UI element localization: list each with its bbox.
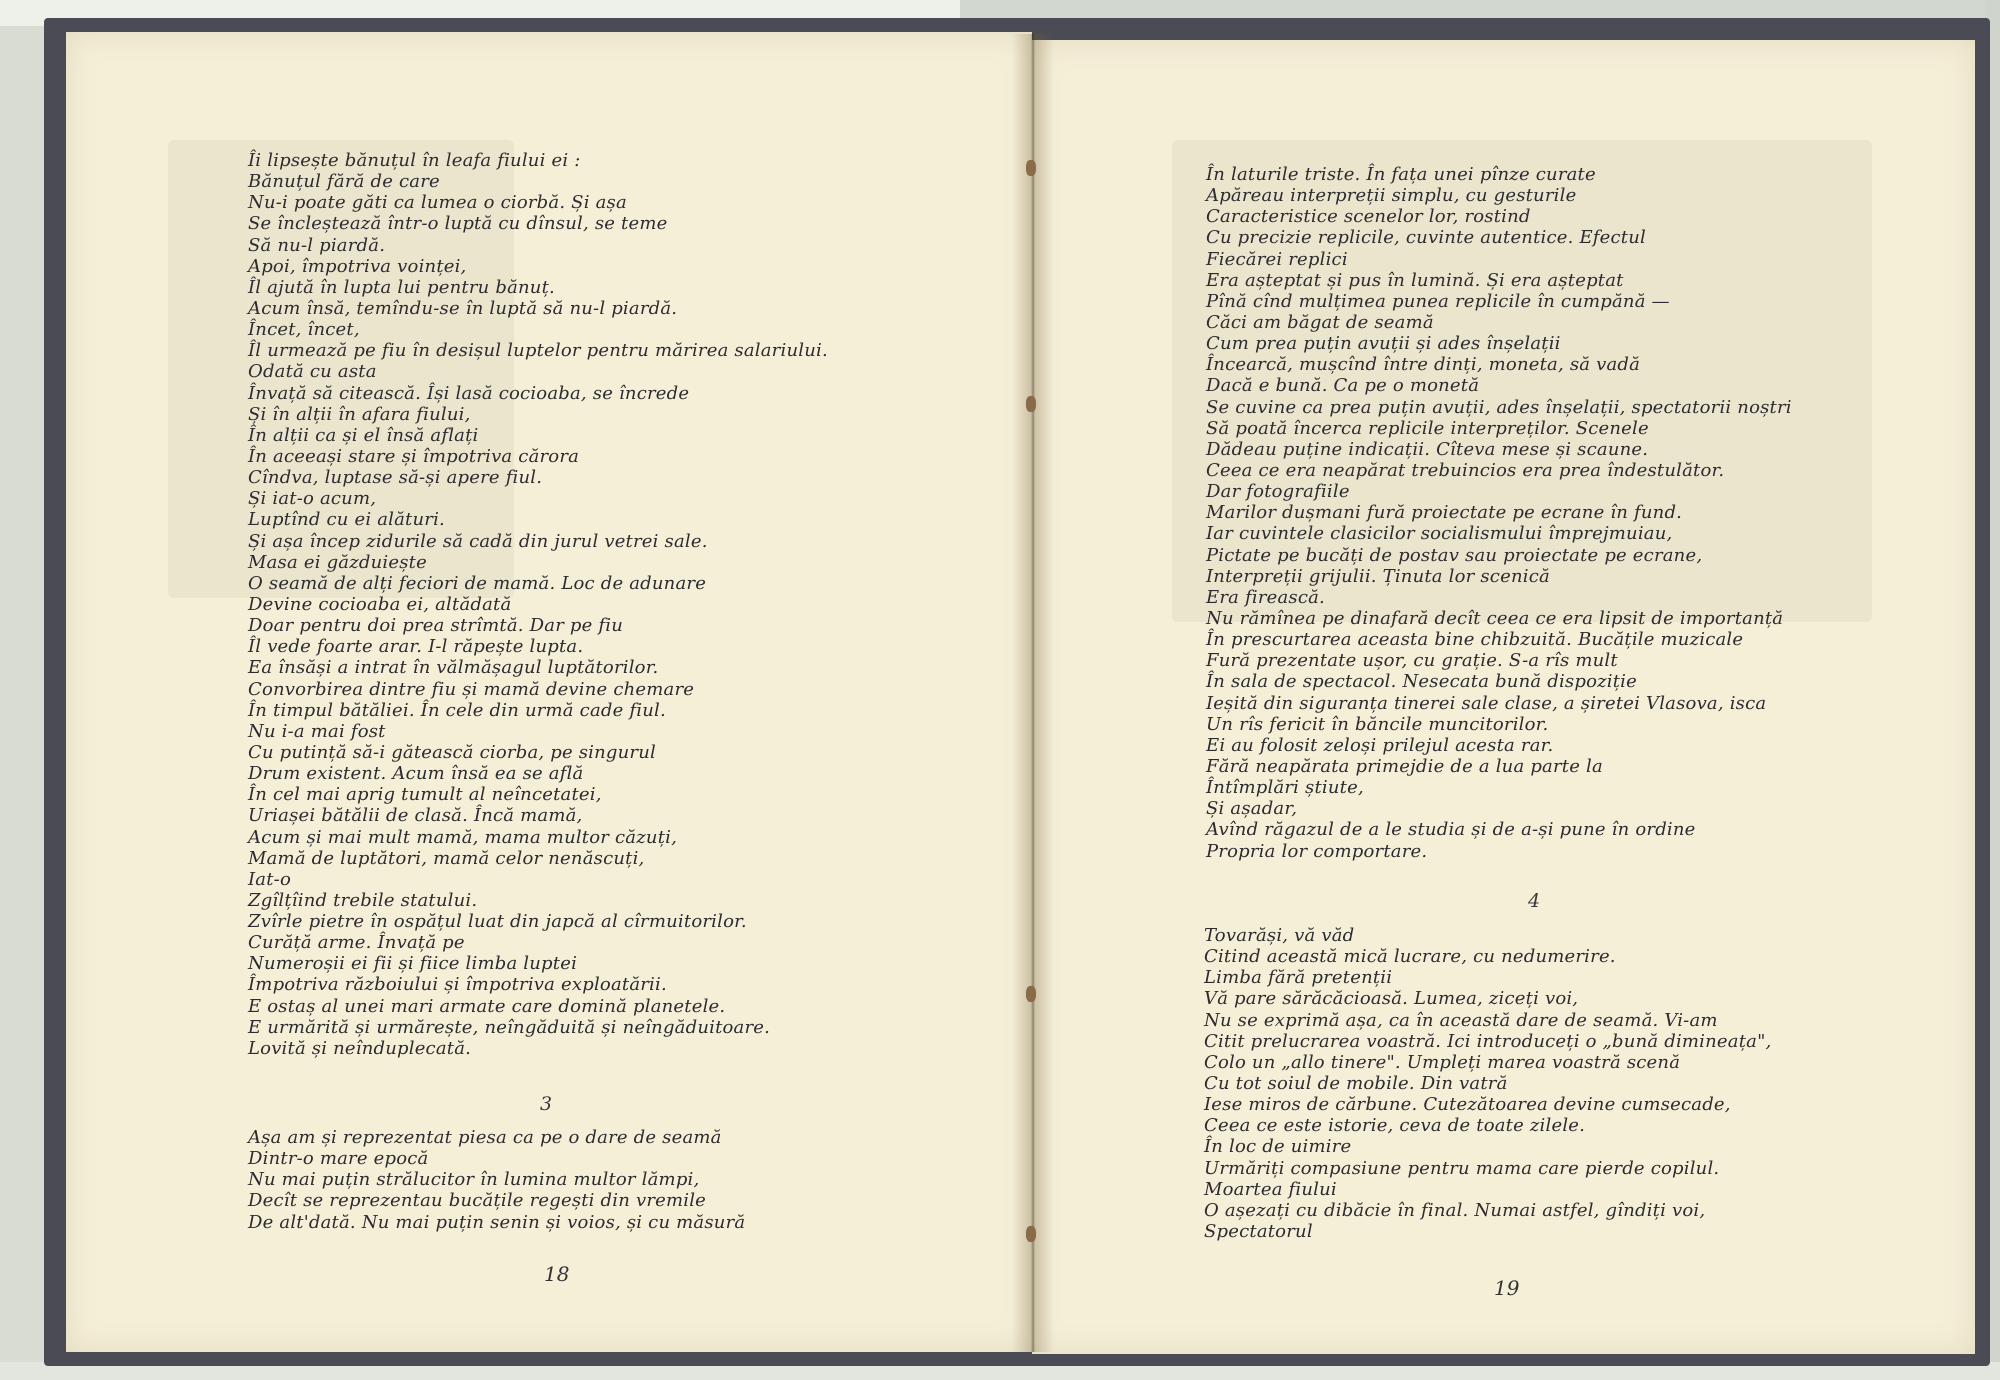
verse-line: Iat-o bbox=[248, 868, 291, 890]
verse-line: Curăță arme. Învață pe bbox=[248, 932, 465, 954]
verse-line: Iese miros de cărbune. Cutezătoarea devine cumsecade, bbox=[1204, 1094, 1731, 1116]
verse-line: Pînă cînd mulțimea punea replicile în cumpănă — bbox=[1206, 290, 1670, 312]
verse-line: Nu i-a mai fost bbox=[248, 720, 386, 742]
verse-line: Cu putință să-i gătească ciorba, pe singurul bbox=[248, 741, 656, 763]
verse-line: Uriașei bătălii de clasă. Încă mamă, bbox=[248, 805, 583, 827]
binding-stitch bbox=[1026, 160, 1036, 176]
verse-line: Fură prezentate ușor, cu grație. S-a rîs mult bbox=[1206, 650, 1618, 672]
verse-line: Urmăriți compasiune pentru mama care pierde copilul. bbox=[1204, 1157, 1720, 1179]
verse-line: Îl vede foarte arar. I-l răpește lupta. bbox=[248, 636, 584, 658]
verse-line: În aceeași stare și împotriva cărora bbox=[248, 445, 580, 467]
verse-line: Împotriva războiului și împotriva exploatării. bbox=[248, 974, 667, 996]
verse-line: Și iat-o acum, bbox=[248, 488, 377, 510]
verse-line: Nu-i poate găti ca lumea o ciorbă. Și așa bbox=[248, 192, 627, 214]
verse-line: Dădeau puține indicații. Cîteva mese și scaune. bbox=[1206, 438, 1649, 460]
verse-line: Vă pare sărăcăcioasă. Lumea, ziceți voi, bbox=[1204, 988, 1579, 1010]
verse-line: Drum existent. Acum însă ea se află bbox=[248, 763, 584, 785]
verse-line: Întîmplări știute, bbox=[1206, 777, 1364, 799]
verse-line: Îl ajută în lupta lui pentru bănuț. bbox=[248, 276, 555, 298]
left-page-verse-section-3 bbox=[248, 1127, 745, 1233]
verse-line: Colo un „allo tinere". Umpleți marea voastră scenă bbox=[1204, 1051, 1681, 1073]
verse-line: Luptînd cu ei alături. bbox=[248, 509, 445, 531]
verse-line: Nu mai puțin strălucitor în lumina multor lămpi, bbox=[248, 1169, 700, 1191]
verse-line: Cu tot soiul de mobile. Din vatră bbox=[1204, 1072, 1508, 1094]
verse-line: Ei au folosit zeloși prilejul acesta rar. bbox=[1206, 734, 1554, 756]
verse-line: Fără neapărata primejdie de a lua parte la bbox=[1206, 755, 1603, 777]
verse-line: Devine cocioaba ei, altădată bbox=[248, 593, 512, 615]
verse-line: Un rîs fericit în băncile muncitorilor. bbox=[1206, 713, 1549, 735]
verse-line: Citind această mică lucrare, cu nedumerire. bbox=[1204, 946, 1616, 968]
verse-line: Moartea fiului bbox=[1204, 1178, 1337, 1200]
verse-line: Îi lipsește bănuțul în leafa fiului ei : bbox=[248, 150, 581, 171]
verse-line: În timpul bătăliei. În cele din urmă cade fiul. bbox=[248, 699, 666, 721]
verse-line: Avînd răgazul de a le studia și de a-și pune în ordine bbox=[1206, 819, 1696, 841]
verse-line: Apoi, împotriva voinței, bbox=[248, 255, 467, 277]
verse-line: Limba fără pretenții bbox=[1204, 967, 1393, 989]
verse-line: Bănuțul fără de care bbox=[248, 171, 440, 193]
verse-line: Zgîlțîind trebile statului. bbox=[248, 889, 478, 911]
verse-line: Și așa încep zidurile să cadă din jurul vetrei sale. bbox=[248, 530, 708, 552]
verse-line: În loc de uimire bbox=[1204, 1136, 1352, 1158]
verse-line: Iar cuvintele clasicilor socialismului împrejmuiau, bbox=[1206, 523, 1673, 545]
left-page-verse bbox=[248, 150, 828, 1059]
verse-line: Convorbirea dintre fiu și mamă devine chemare bbox=[248, 678, 695, 700]
verse-line: Dacă e bună. Ca pe o monetă bbox=[1206, 375, 1480, 397]
verse-line: Marilor dușmani fură proiectate pe ecrane în fund. bbox=[1206, 502, 1683, 524]
verse-line: Căci am băgat de seamă bbox=[1206, 311, 1434, 333]
verse-line: Doar pentru doi prea strîmtă. Dar pe fiu bbox=[248, 615, 624, 637]
verse-line: Și așadar, bbox=[1206, 798, 1298, 820]
binding-stitch bbox=[1026, 986, 1036, 1002]
verse-line: Se cuvine ca prea puțin avuții, ades înșelații, spectatorii noștri bbox=[1206, 396, 1792, 418]
verse-line: Zvîrle pietre în ospățul luat din japcă al cîrmuitorilor. bbox=[248, 911, 747, 933]
verse-line: Odată cu asta bbox=[248, 361, 377, 383]
right-page-verse bbox=[1206, 164, 1792, 862]
verse-line: În laturile triste. În fața unei pînze curate bbox=[1206, 164, 1596, 185]
verse-line: Ea însăși a intrat în vălmășagul luptătorilor. bbox=[248, 657, 659, 679]
verse-line: Numeroșii ei fii și fiice limba luptei bbox=[248, 953, 578, 975]
verse-line: Masa ei găzduiește bbox=[248, 551, 427, 573]
verse-line: Caracteristice scenelor lor, rostind bbox=[1206, 206, 1531, 228]
verse-line: Cu precizie replicile, cuvinte autentice. Efectul bbox=[1206, 227, 1646, 249]
verse-line: Încearcă, mușcînd între dinți, moneta, să vadă bbox=[1206, 354, 1641, 376]
verse-line: Încet, încet, bbox=[248, 319, 360, 341]
verse-line: Spectatorul bbox=[1204, 1220, 1313, 1242]
verse-line: Învață să citească. Își lasă cocioaba, se încrede bbox=[248, 382, 690, 404]
verse-line: Citit prelucrarea voastră. Ici introduceți o „bună dimineața", bbox=[1204, 1030, 1772, 1052]
verse-line: Ceea ce este istorie, ceva de toate zilele. bbox=[1204, 1115, 1586, 1137]
verse-line: E ostaș al unei mari armate care domină planetele. bbox=[248, 995, 726, 1017]
verse-line: Să nu-l piardă. bbox=[248, 234, 386, 256]
verse-line: În cel mai aprig tumult al neîncetatei, bbox=[248, 784, 602, 806]
verse-line: De alt'dată. Nu mai puțin senin și voios, și cu măsură bbox=[248, 1211, 746, 1233]
verse-line: O așezați cu dibăcie în final. Numai astfel, gîndiți voi, bbox=[1204, 1199, 1706, 1221]
book-gutter bbox=[1012, 34, 1054, 1352]
section-number: 4 bbox=[1528, 890, 1541, 912]
verse-line: Interpreții grijulii. Ținuta lor scenică bbox=[1206, 565, 1550, 587]
verse-line: Se încleștează într-o luptă cu dînsul, se teme bbox=[248, 213, 668, 235]
verse-line: Cîndva, luptase să-și apere fiul. bbox=[248, 467, 543, 489]
verse-line: Nu se exprimă așa, ca în această dare de seamă. Vi-am bbox=[1204, 1009, 1718, 1031]
verse-line: Așa am și reprezentat piesa ca pe o dare de seamă bbox=[248, 1127, 722, 1148]
verse-line: Decît se reprezentau bucățile regești din vremile bbox=[248, 1190, 707, 1212]
verse-line: E urmărită și urmărește, neîngăduită și neîngăduitoare. bbox=[248, 1016, 771, 1038]
section-number: 3 bbox=[540, 1093, 553, 1115]
verse-line: În sala de spectacol. Nesecata bună dispoziție bbox=[1206, 671, 1637, 693]
verse-line: În prescurtarea aceasta bine chibzuită. Bucățile muzicale bbox=[1206, 629, 1744, 651]
verse-line: Ieșită din siguranța tinerei sale clase, a șiretei Vlasova, isca bbox=[1206, 692, 1767, 714]
verse-line: Nu rămînea pe dinafară decît ceea ce era lipsit de importanță bbox=[1206, 607, 1784, 629]
verse-line: Dintr-o mare epocă bbox=[248, 1148, 429, 1170]
verse-line: Acum și mai mult mamă, mama multor căzuți, bbox=[248, 826, 678, 848]
verse-line: Să poată încerca replicile interpreților. Scenele bbox=[1206, 417, 1649, 439]
page-number: 19 bbox=[1494, 1276, 1520, 1300]
verse-line: Lovită și neînduplecată. bbox=[248, 1037, 472, 1059]
verse-line: Era așteptat și pus în lumină. Și era așteptat bbox=[1206, 269, 1624, 291]
verse-line: În alții ca și el însă aflați bbox=[248, 424, 479, 446]
verse-line: Îl urmează pe fiu în desișul luptelor pentru mărirea salariului. bbox=[248, 340, 828, 362]
verse-line: Propria lor comportare. bbox=[1206, 840, 1428, 862]
right-page-verse-section-4 bbox=[1204, 925, 1771, 1242]
verse-line: Și în alții în afara fiului, bbox=[248, 403, 471, 425]
verse-line: Acum însă, temîndu-se în luptă să nu-l piardă. bbox=[248, 297, 678, 319]
binding-stitch bbox=[1026, 396, 1036, 412]
verse-line: Tovarăși, vă văd bbox=[1204, 925, 1355, 946]
verse-line: Mamă de luptători, mamă celor nenăscuți, bbox=[248, 847, 645, 869]
verse-line: O seamă de alți feciori de mamă. Loc de adunare bbox=[248, 572, 707, 594]
verse-line: Pictate pe bucăți de postav sau proiectate pe ecrane, bbox=[1206, 544, 1703, 566]
verse-line: Era firească. bbox=[1206, 586, 1325, 608]
verse-line: Cum prea puțin avuții și ades înșelații bbox=[1206, 333, 1561, 355]
verse-line: Ceea ce era neapărat trebuincios era prea îndestulător. bbox=[1206, 459, 1725, 481]
page-number: 18 bbox=[544, 1262, 570, 1286]
verse-line: Dar fotografiile bbox=[1206, 481, 1350, 503]
verse-line: Apăreau interpreții simplu, cu gesturile bbox=[1206, 185, 1577, 207]
binding-stitch bbox=[1026, 1226, 1036, 1242]
verse-line: Fiecărei replici bbox=[1206, 248, 1348, 270]
